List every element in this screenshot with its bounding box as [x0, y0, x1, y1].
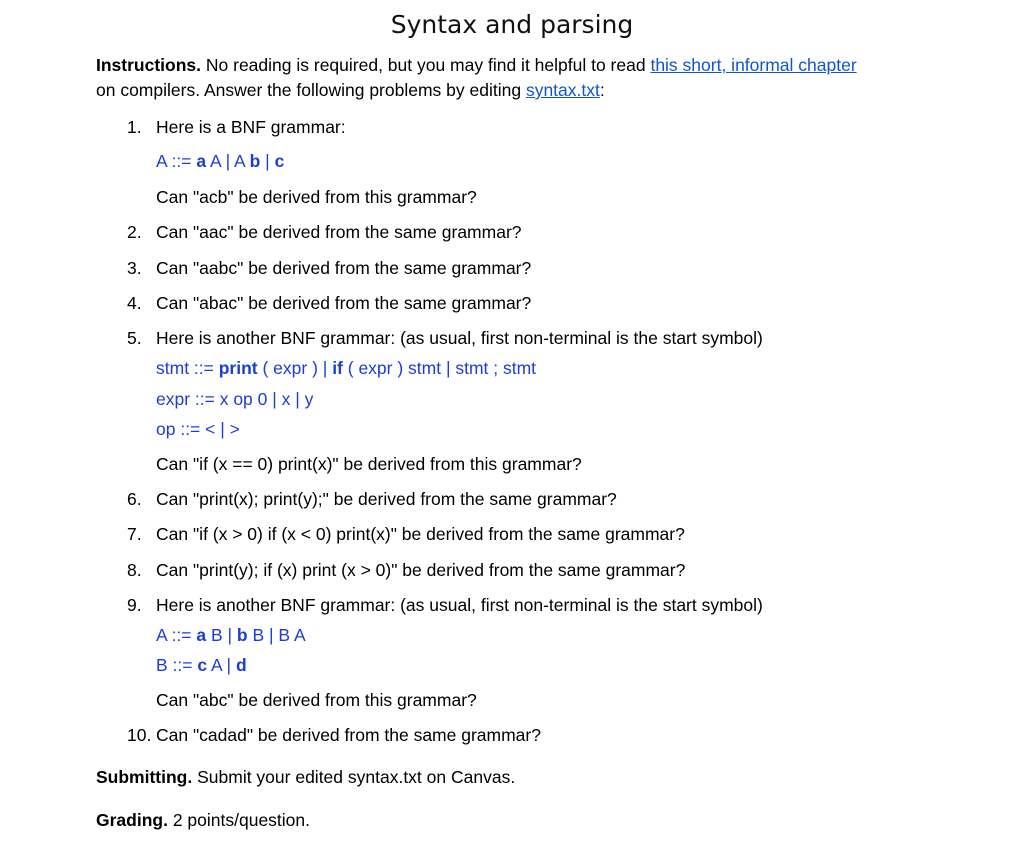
grammar2-rule-expr: expr ::= x op 0 | x | y — [156, 389, 314, 409]
submitting-label: Submitting. — [96, 767, 193, 787]
grammar3-rule-a: A ::= a B | b B | B A — [156, 625, 306, 645]
grammar1-rule-a: A ::= a A | A b | c — [156, 151, 285, 171]
grammar1-followup: Can "acb" be derived from this grammar? — [156, 187, 477, 207]
question-text: Here is a BNF grammar: — [156, 117, 346, 137]
question-number: 5. — [127, 328, 142, 348]
grammar3-followup: Can "abc" be derived from this grammar? — [156, 690, 477, 710]
question-number: 1. — [127, 117, 142, 137]
syntax-file-link[interactable]: syntax.txt — [525, 80, 600, 100]
grading-text: 2 points/question. — [172, 810, 311, 830]
grading-label: Grading. — [96, 810, 168, 830]
grammar2-rule-op: op ::= < | > — [156, 419, 240, 439]
question-number: 3. — [127, 258, 142, 278]
question-text: Can "abac" be derived from the same grammar? — [156, 293, 532, 313]
page-title: Syntax and parsing — [390, 10, 634, 39]
question-text: Can "aabc" be derived from the same grammar? — [156, 258, 532, 278]
question-number: 7. — [127, 524, 142, 544]
question-text: Here is another BNF grammar: (as usual, first non-terminal is the start symbol) — [156, 595, 763, 615]
grammar2-rule-stmt: stmt ::= print ( expr ) | if ( expr ) stmt | stmt ; stmt — [156, 358, 537, 378]
question-number: 8. — [127, 560, 142, 580]
question-number: 6. — [127, 489, 142, 509]
question-text: Can "print(y); if (x) print (x > 0)" be derived from the same grammar? — [156, 560, 686, 580]
question-text: Can "aac" be derived from the same grammar? — [156, 222, 522, 242]
grammar2-followup: Can "if (x == 0) print(x)" be derived from this grammar? — [156, 454, 582, 474]
question-number: 4. — [127, 293, 142, 313]
submitting-text: Submit your edited syntax.txt on Canvas. — [197, 767, 516, 787]
question-text: Can "if (x > 0) if (x < 0) print(x)" be derived from the same grammar? — [156, 524, 685, 544]
submitting-paragraph — [96, 765, 936, 790]
instructions-paragraph — [96, 53, 936, 103]
chapter-link[interactable]: this short, informal chapter — [650, 55, 857, 75]
grammar3-rule-b: B ::= c A | d — [156, 655, 247, 675]
grading-paragraph — [96, 808, 936, 833]
question-number: 9. — [127, 595, 142, 615]
question-text: Here is another BNF grammar: (as usual, first non-terminal is the start symbol) — [156, 328, 763, 348]
instructions-text-2: on compilers. Answer the following problems by editing — [96, 80, 526, 100]
instructions-text-3: : — [599, 80, 605, 100]
instructions-text-1: No reading is required, but you may find it helpful to read — [205, 55, 651, 75]
question-number: 2. — [127, 222, 142, 242]
instructions-label: Instructions. — [96, 55, 202, 75]
question-text: Can "cadad" be derived from the same grammar? — [156, 725, 541, 745]
question-text: Can "print(x); print(y);" be derived from the same grammar? — [156, 489, 617, 509]
question-number: 10. — [127, 725, 152, 745]
